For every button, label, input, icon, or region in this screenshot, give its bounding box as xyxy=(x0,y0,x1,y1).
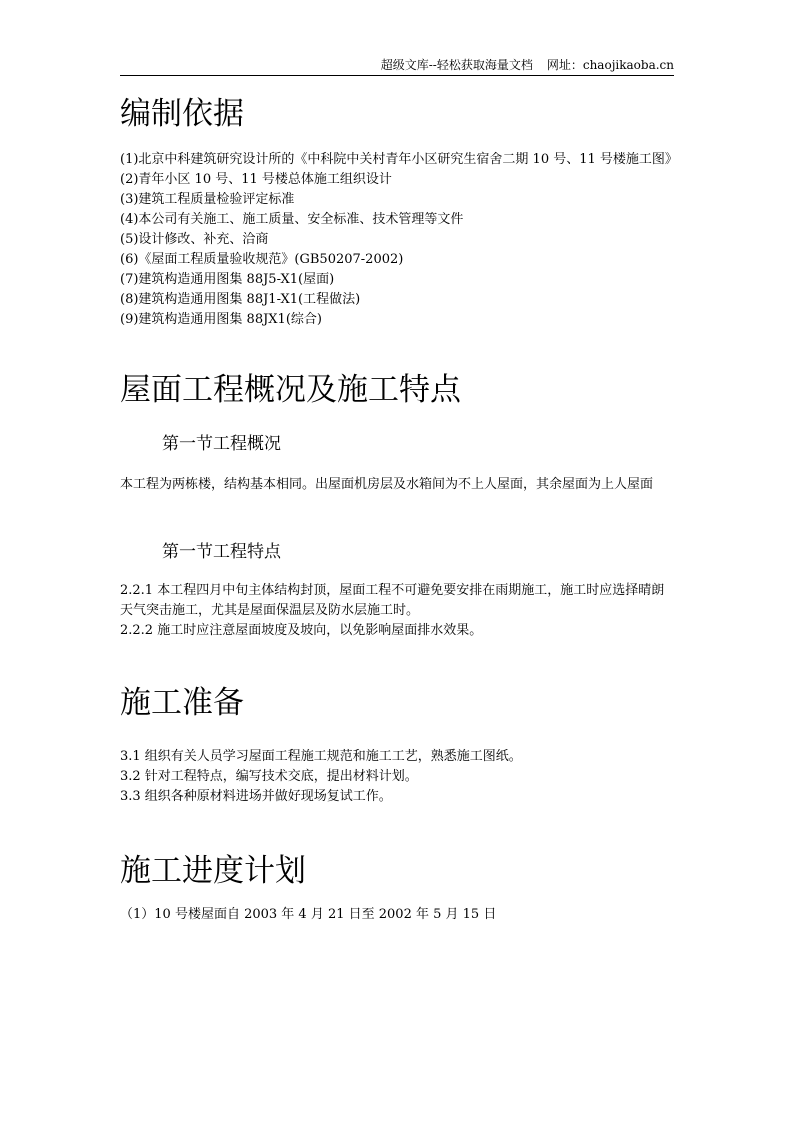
paragraph: 2.2.1 本工程四月中旬主体结构封顶，屋面工程不可避免要安排在雨期施工，施工时应选择晴朗天气突击施工，尤其是屋面保温层及防水层施工时。 xyxy=(120,583,665,618)
subsection-heading-features: 第一节工程特点 xyxy=(162,542,281,562)
overview-text xyxy=(120,475,676,495)
paragraph: 2.2.2 施工时应注意屋面坡度及坡向，以免影响屋面排水效果。 xyxy=(120,623,483,638)
schedule-list xyxy=(120,905,676,925)
list-item: 3.1 组织有关人员学习屋面工程施工规范和施工工艺，熟悉施工图纸。 xyxy=(120,749,522,764)
list-item: （1）10 号楼屋面自 2003 年 4 月 21 日至 2002 年 5 月 15 日 xyxy=(120,907,497,922)
section-heading-schedule: 施工进度计划 xyxy=(120,853,306,889)
page-header xyxy=(120,56,674,74)
section-heading-basis: 编制依据 xyxy=(120,96,244,132)
site-name: 超级文库--轻松获取海量文档 xyxy=(380,58,533,72)
list-item: (4)本公司有关施工、施工质量、安全标准、技术管理等文件 xyxy=(120,212,464,227)
section-heading-overview: 屋面工程概况及施工特点 xyxy=(120,372,461,408)
list-item: (8)建筑构造通用图集 88J1-X1(工程做法) xyxy=(120,292,361,307)
list-item: (1)北京中科建筑研究设计所的《中科院中关村青年小区研究生宿舍二期 10 号、11 号楼施工图》 xyxy=(120,152,678,167)
document-body xyxy=(120,88,676,925)
list-item: 3.2 针对工程特点，编写技术交底，提出材料计划。 xyxy=(120,769,418,784)
list-item: (7)建筑构造通用图集 88J5-X1(屋面) xyxy=(120,272,335,287)
basis-list xyxy=(120,150,676,330)
section-heading-preparation: 施工准备 xyxy=(120,685,244,721)
list-item: (6)《屋面工程质量验收规范》(GB50207-2002) xyxy=(120,252,404,267)
list-item: (3)建筑工程质量检验评定标准 xyxy=(120,192,295,207)
header-divider xyxy=(120,75,674,76)
subsection-heading-overview: 第一节工程概况 xyxy=(162,434,281,454)
list-item: (9)建筑构造通用图集 88JX1(综合) xyxy=(120,312,322,327)
list-item: (2)青年小区 10 号、11 号楼总体施工组织设计 xyxy=(120,172,392,187)
paragraph: 本工程为两栋楼，结构基本相同。出屋面机房层及水箱间为不上人屋面，其余屋面为上人屋面 xyxy=(120,477,654,492)
preparation-list xyxy=(120,747,676,807)
list-item: (5)设计修改、补充、洽商 xyxy=(120,232,269,247)
site-url: 网址：chaojikaoba.cn xyxy=(546,58,674,72)
features-text xyxy=(120,581,676,641)
list-item: 3.3 组织各种原材料进场并做好现场复试工作。 xyxy=(120,789,392,804)
